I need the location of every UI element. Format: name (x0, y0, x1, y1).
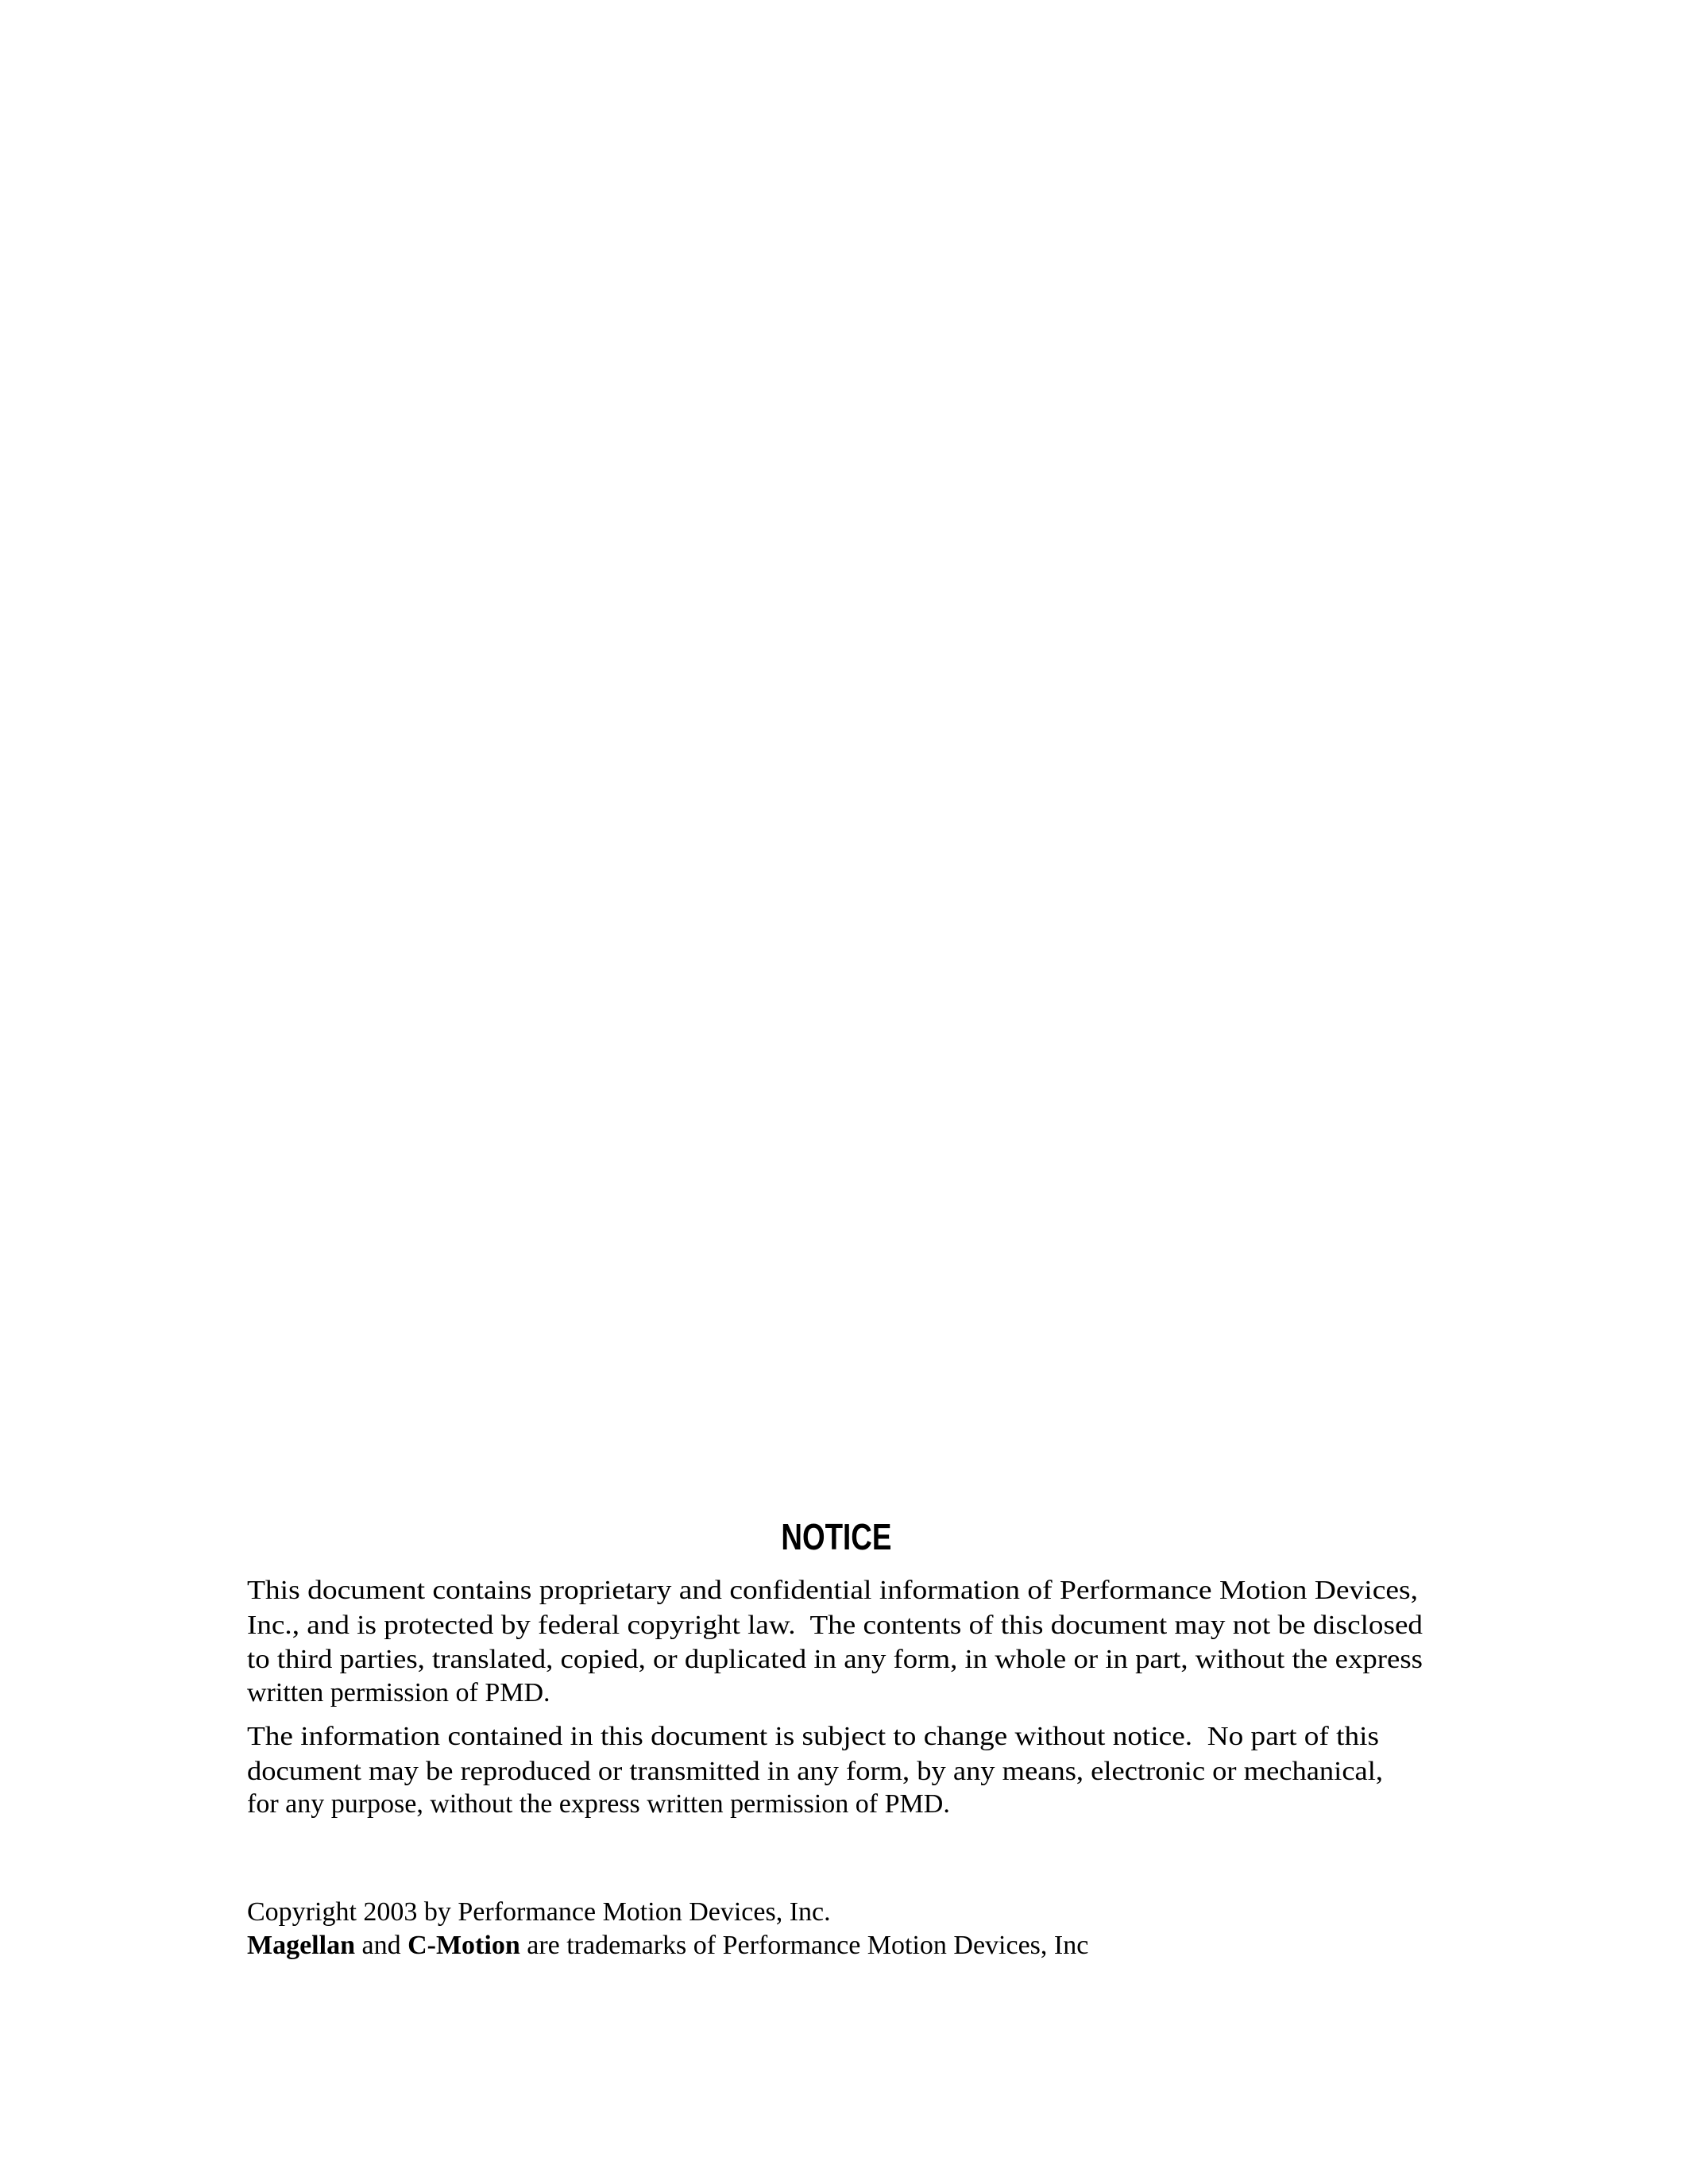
trademark-line (247, 1929, 1088, 1962)
notice-title: NOTICE (780, 1516, 892, 1557)
paragraph1-line: Inc., and is protected by federal copyright law. The contents of this document may not be disclosed (247, 1611, 1423, 1640)
paragraph2-line: document may be reproduced or transmitted in any form, by any means, electronic or mechanical, (247, 1757, 1383, 1786)
notice-heading (0, 1515, 1672, 1558)
paragraph1-line: written permission of PMD. (247, 1678, 550, 1707)
paragraph1-line: This document contains proprietary and confidential information of Performance Motion Devices, (247, 1576, 1418, 1605)
paragraph2-line: The information contained in this document is subject to change without notice. No part of this (247, 1722, 1379, 1751)
trademark-rest: are trademarks of Performance Motion Devices, Inc (520, 1931, 1089, 1960)
paragraph1-line: to third parties, translated, copied, or duplicated in any form, in whole or in part, without the express (247, 1645, 1423, 1674)
trademark-and: and (354, 1931, 408, 1960)
copyright-line: Copyright 2003 by Performance Motion Devices, Inc. (247, 1897, 831, 1927)
paragraph2-line: for any purpose, without the express written permission of PMD. (247, 1789, 950, 1819)
trademark-magellan: Magellan (247, 1931, 355, 1960)
trademark-cmotion: C-Motion (408, 1931, 520, 1960)
